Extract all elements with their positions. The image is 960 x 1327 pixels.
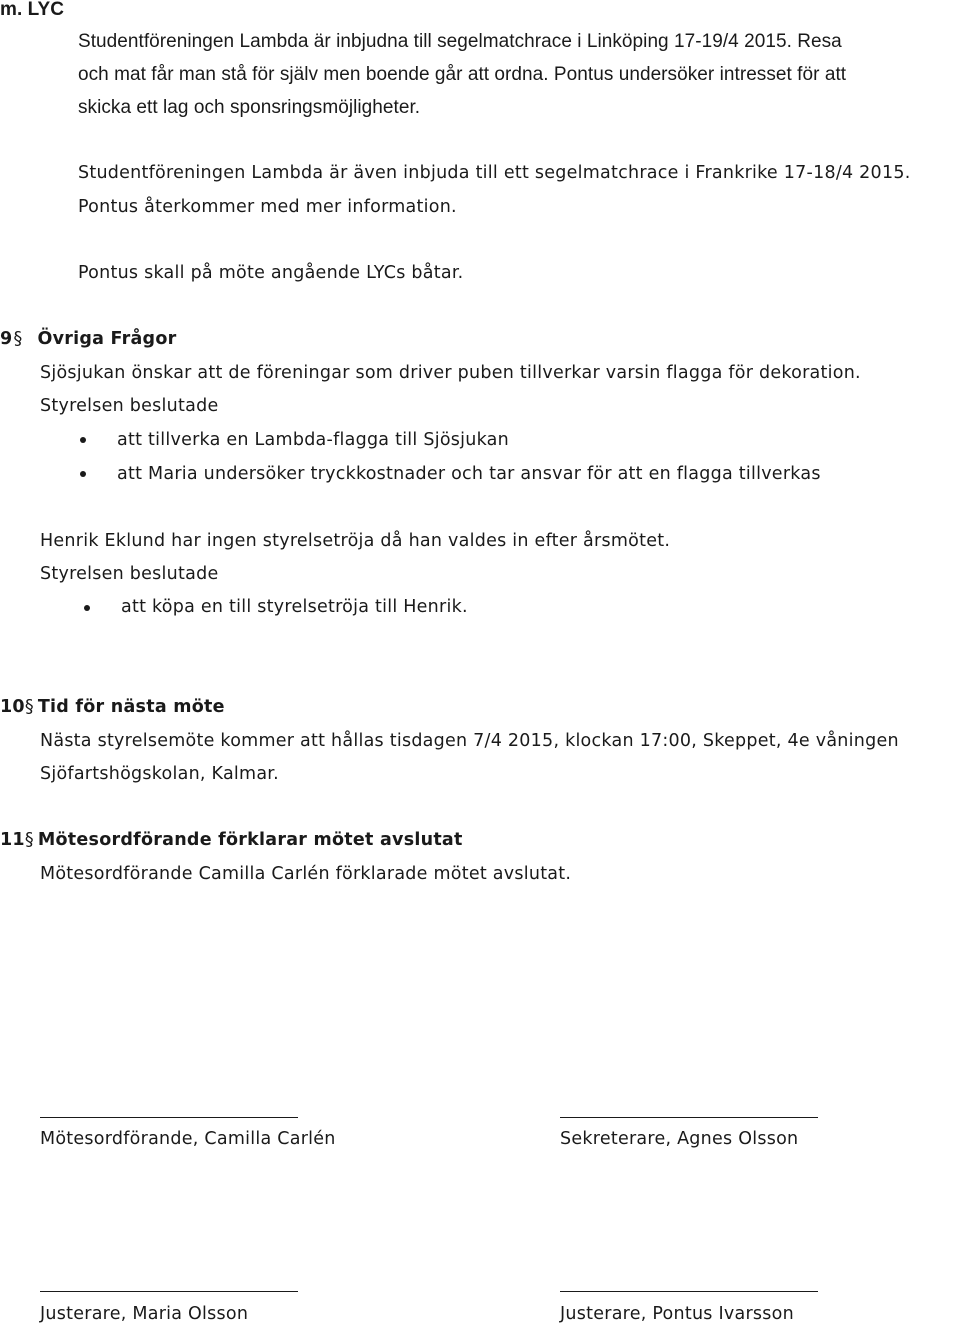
lyc-france-line-1: Studentföreningen Lambda är även inbjuda till ett segelmatchrace i Frankrike 17-18/4 2015. xyxy=(78,163,911,183)
bullet-icon xyxy=(80,471,86,477)
section-11-title: Mötesordförande förklarar mötet avslutat xyxy=(37,830,463,850)
section-10-line-1: Nästa styrelsemöte kommer att hållas tisdagen 7/4 2015, klockan 17:00, Skeppet, 4e våningen xyxy=(40,731,899,751)
bullet-icon xyxy=(80,437,86,443)
section-10-line-2: Sjöfartshögskolan, Kalmar. xyxy=(40,764,279,784)
section-11-number: 11 xyxy=(0,830,25,850)
section-9-number: 9 xyxy=(0,329,13,349)
lyc-france-line-2: Pontus återkommer med mer information. xyxy=(78,197,457,217)
section-9-decision-label-2: Styrelsen beslutade xyxy=(40,564,219,584)
section-9-note: Henrik Eklund har ingen styrelsetröja då han valdes in efter årsmötet. xyxy=(40,531,671,551)
section-m-heading: m. LYC xyxy=(0,0,65,20)
signature-chair: Mötesordförande, Camilla Carlén xyxy=(40,1129,336,1149)
section-11-paragraph-icon: § xyxy=(24,830,34,850)
section-9-decision-label-1: Styrelsen beslutade xyxy=(40,396,219,416)
section-9-intro: Sjösjukan önskar att de föreningar som driver puben tillverkar varsin flagga för dekoration. xyxy=(40,363,861,383)
section-11-heading xyxy=(0,830,463,850)
signature-line xyxy=(40,1291,298,1292)
section-9-paragraph-icon: § xyxy=(13,329,23,349)
signature-adjuster-maria: Justerare, Maria Olsson xyxy=(40,1304,249,1324)
decision-item-sweater: att köpa en till styrelsetröja till Henrik. xyxy=(121,597,468,617)
signature-adjuster-pontus: Justerare, Pontus Ivarsson xyxy=(560,1304,794,1324)
section-10-title: Tid för nästa möte xyxy=(37,697,225,717)
lyc-paragraph-line-1: Studentföreningen Lambda är inbjudna till segelmatchrace i Linköping 17-19/4 2015. Resa xyxy=(78,31,842,52)
section-10-paragraph-icon: § xyxy=(24,697,34,717)
section-11-line-1: Mötesordförande Camilla Carlén förklarade mötet avslutat. xyxy=(40,864,572,884)
signature-line xyxy=(560,1117,818,1118)
lyc-paragraph-line-2: och mat får man stå för själv men boende går att ordna. Pontus undersöker intresset för att xyxy=(78,64,847,85)
section-10-number: 10 xyxy=(0,697,25,717)
signature-line xyxy=(560,1291,818,1292)
decision-item-flag: att tillverka en Lambda-flagga till Sjösjukan xyxy=(117,430,509,450)
lyc-boats-line: Pontus skall på möte angående LYCs båtar. xyxy=(78,263,464,283)
signature-secretary: Sekreterare, Agnes Olsson xyxy=(560,1129,799,1149)
section-9-title: Övriga Frågor xyxy=(37,329,177,349)
bullet-icon xyxy=(84,605,90,611)
section-10-heading xyxy=(0,697,225,717)
decision-item-print-costs: att Maria undersöker tryckkostnader och tar ansvar för att en flagga tillverkas xyxy=(117,464,821,484)
section-9-heading xyxy=(0,329,176,349)
lyc-paragraph-line-3: skicka ett lag och sponsringsmöjligheter. xyxy=(78,97,421,118)
signature-line xyxy=(40,1117,298,1118)
